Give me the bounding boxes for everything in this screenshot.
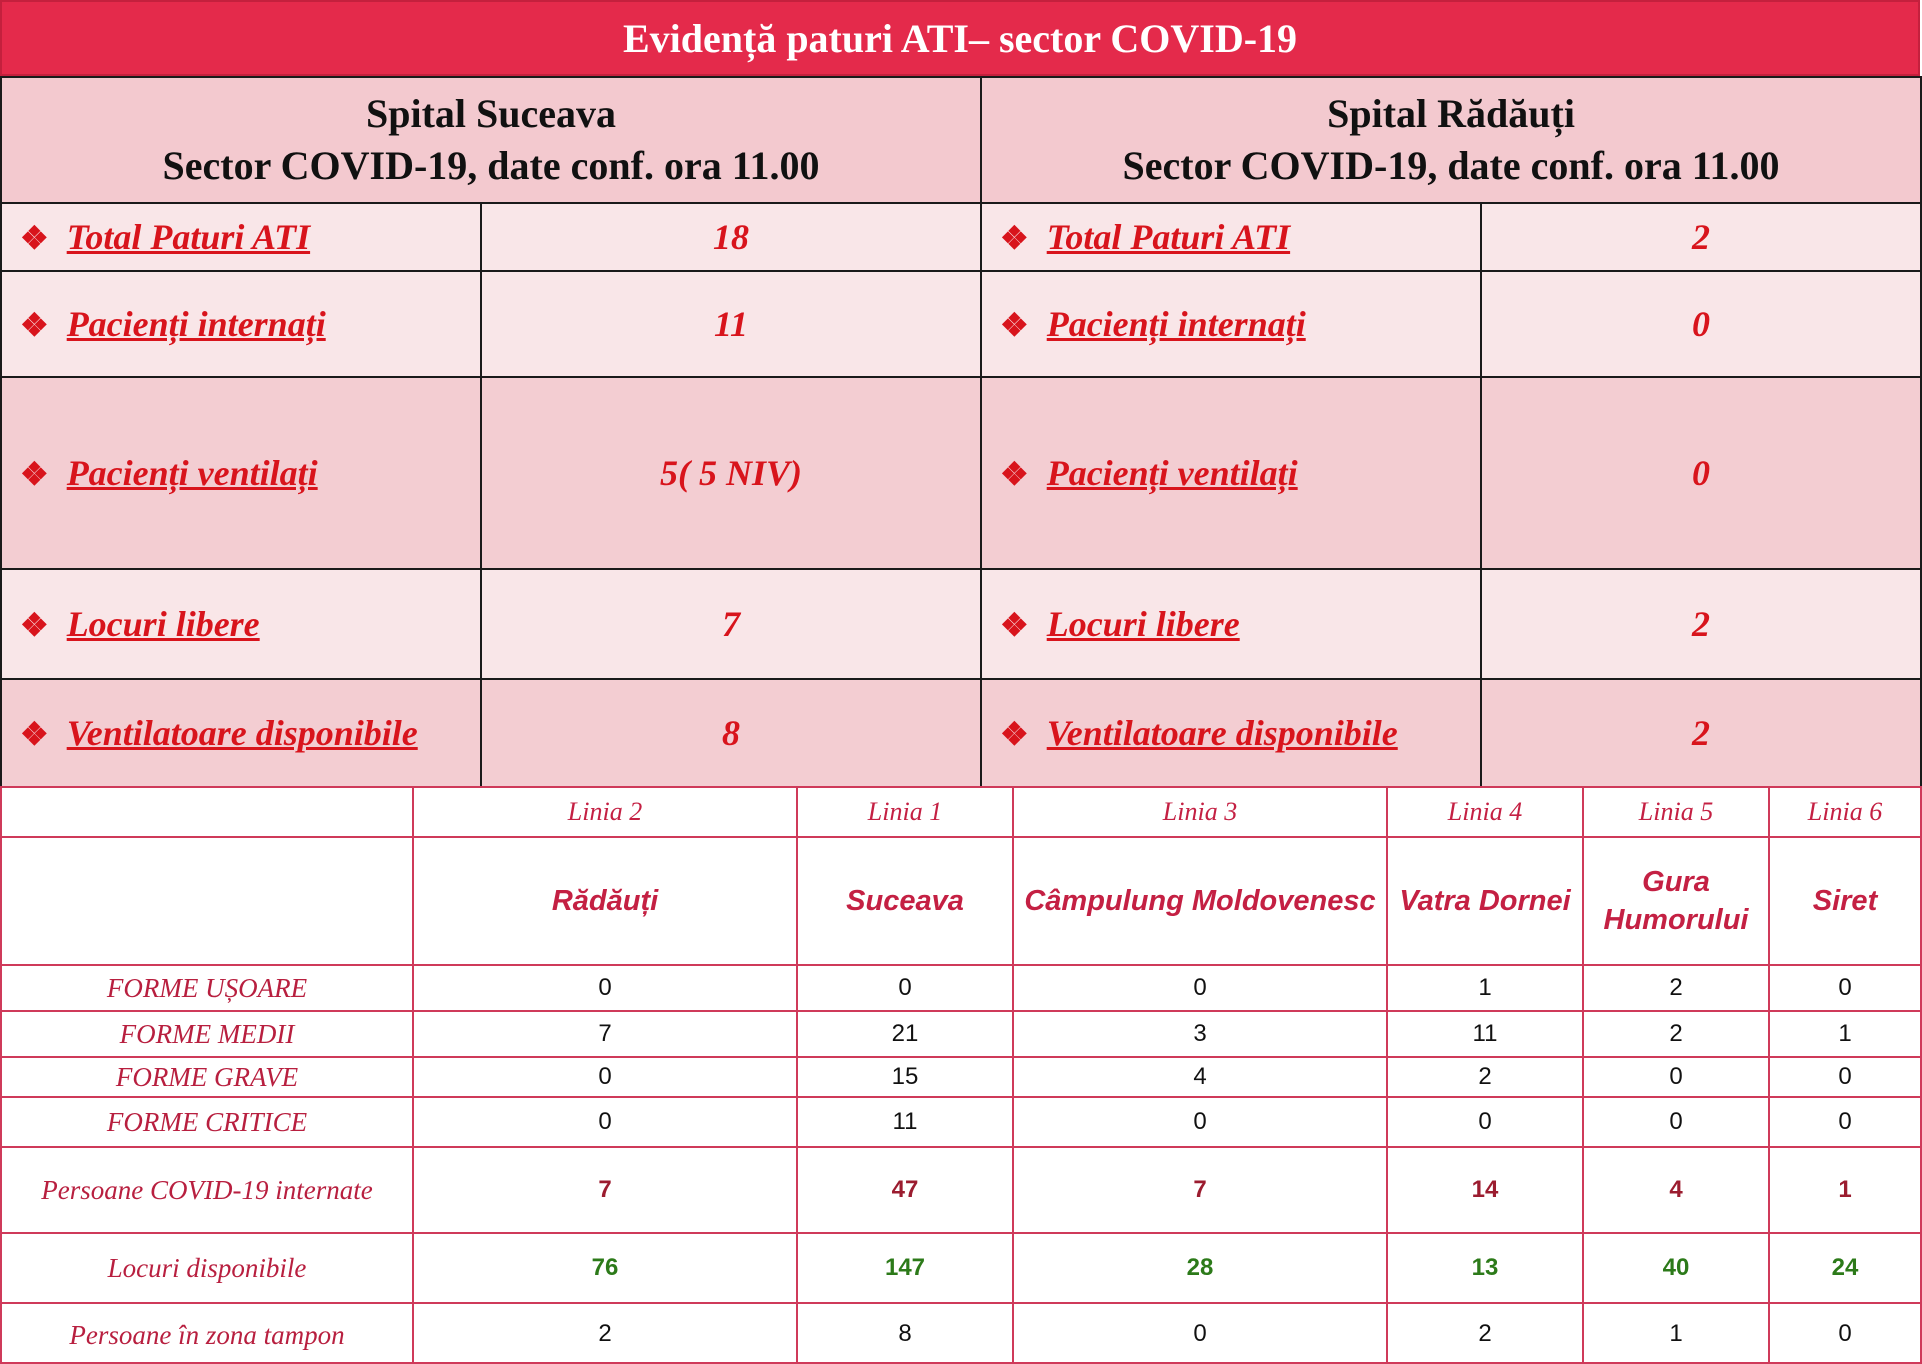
cell-value: 0 <box>1387 1097 1583 1147</box>
line-header: Linia 6 <box>1769 787 1921 837</box>
diamond-bullet-icon: ❖ <box>20 716 49 752</box>
page-title: Evidență paturi ATI– sector COVID-19 <box>622 15 1298 61</box>
diamond-bullet-icon: ❖ <box>20 607 49 643</box>
table-row <box>1 203 1921 271</box>
table-row <box>1 1303 1921 1363</box>
cell-value: 2 <box>1387 1057 1583 1097</box>
row-label: ❖ Pacienți ventilați <box>981 377 1481 569</box>
row-label: FORME CRITICE <box>1 1097 413 1147</box>
cell-value: 0 <box>413 1097 797 1147</box>
table-row <box>1 377 1921 569</box>
row-value: 7 <box>481 569 981 679</box>
row-value: 2 <box>1481 679 1921 787</box>
diamond-bullet-icon: ❖ <box>20 220 49 256</box>
cell-value: 4 <box>1583 1147 1769 1233</box>
row-label: ❖ Ventilatoare disponibile <box>1 679 481 787</box>
cell-value: 1 <box>1583 1303 1769 1363</box>
empty-cell <box>1 837 413 965</box>
hospital-name: Spital Suceava <box>365 91 617 136</box>
table-row <box>1 569 1921 679</box>
table-row <box>1 271 1921 377</box>
hospital-header-suceava <box>1 77 981 203</box>
cell-value: 40 <box>1583 1233 1769 1303</box>
diamond-bullet-icon: ❖ <box>1000 220 1029 256</box>
cell-value: 13 <box>1387 1233 1583 1303</box>
table-row <box>1 1011 1921 1057</box>
row-label: ❖ Pacienți internați <box>981 271 1481 377</box>
cell-value: 0 <box>797 965 1013 1011</box>
cell-value: 1 <box>1387 965 1583 1011</box>
row-value: 2 <box>1481 203 1921 271</box>
cell-value: 0 <box>1583 1097 1769 1147</box>
line-header: Linia 1 <box>797 787 1013 837</box>
town-name: Câmpulung Moldovenesc <box>1013 837 1387 965</box>
row-value: 8 <box>481 679 981 787</box>
line-header: Linia 4 <box>1387 787 1583 837</box>
row-label: Persoane COVID-19 internate <box>1 1147 413 1233</box>
cell-value: 147 <box>797 1233 1013 1303</box>
cell-value: 1 <box>1769 1147 1921 1233</box>
table-row <box>1 965 1921 1011</box>
row-label: FORME GRAVE <box>1 1057 413 1097</box>
cell-value: 11 <box>1387 1011 1583 1057</box>
diamond-bullet-icon: ❖ <box>1000 456 1029 492</box>
cell-value: 2 <box>413 1303 797 1363</box>
cell-value: 8 <box>797 1303 1013 1363</box>
cell-value: 0 <box>1013 1097 1387 1147</box>
row-value: 11 <box>481 271 981 377</box>
cell-value: 0 <box>1769 1303 1921 1363</box>
row-label: FORME UȘOARE <box>1 965 413 1011</box>
town-name: Vatra Dornei <box>1387 837 1583 965</box>
cell-value: 4 <box>1013 1057 1387 1097</box>
cell-value: 0 <box>1013 1303 1387 1363</box>
line-header: Linia 2 <box>413 787 797 837</box>
cell-value: 0 <box>413 1057 797 1097</box>
row-label: ❖ Total Paturi ATI <box>981 203 1481 271</box>
cell-value: 3 <box>1013 1011 1387 1057</box>
cell-value: 15 <box>797 1057 1013 1097</box>
diamond-bullet-icon: ❖ <box>1000 307 1029 343</box>
empty-cell <box>1 787 413 837</box>
table-row <box>1 1233 1921 1303</box>
table-row <box>1 1097 1921 1147</box>
cell-value: 2 <box>1583 965 1769 1011</box>
hospital-beds-table <box>0 76 1922 788</box>
row-value: 2 <box>1481 569 1921 679</box>
hospital-name: Spital Rădăuți <box>1327 91 1575 136</box>
cell-value: 2 <box>1387 1303 1583 1363</box>
table-row <box>1 1057 1921 1097</box>
cell-value: 7 <box>413 1011 797 1057</box>
row-label: ❖ Ventilatoare disponibile <box>981 679 1481 787</box>
table-row <box>1 1147 1921 1233</box>
hospital-subtitle: Sector COVID-19, date conf. ora 11.00 <box>1122 143 1780 188</box>
cell-value: 21 <box>797 1011 1013 1057</box>
town-name: Gura Humorului <box>1583 837 1769 965</box>
cell-value: 0 <box>1769 1097 1921 1147</box>
cell-value: 0 <box>413 965 797 1011</box>
cell-value: 1 <box>1769 1011 1921 1057</box>
cell-value: 47 <box>797 1147 1013 1233</box>
cell-value: 0 <box>1013 965 1387 1011</box>
diamond-bullet-icon: ❖ <box>1000 607 1029 643</box>
cell-value: 14 <box>1387 1147 1583 1233</box>
table-row <box>1 679 1921 787</box>
row-label: FORME MEDII <box>1 1011 413 1057</box>
row-value: 0 <box>1481 377 1921 569</box>
line-header: Linia 5 <box>1583 787 1769 837</box>
hospital-header-radauti <box>981 77 1921 203</box>
cell-value: 11 <box>797 1097 1013 1147</box>
diamond-bullet-icon: ❖ <box>20 307 49 343</box>
row-label: ❖ Locuri libere <box>1 569 481 679</box>
cell-value: 2 <box>1583 1011 1769 1057</box>
hospital-header-row <box>1 77 1921 203</box>
towns-row <box>1 837 1921 965</box>
row-value: 5( 5 NIV) <box>481 377 981 569</box>
town-name: Suceava <box>797 837 1013 965</box>
row-label: ❖ Locuri libere <box>981 569 1481 679</box>
row-label: ❖ Pacienți ventilați <box>1 377 481 569</box>
row-value: 0 <box>1481 271 1921 377</box>
cell-value: 28 <box>1013 1233 1387 1303</box>
town-name: Siret <box>1769 837 1921 965</box>
lines-header-row <box>1 787 1921 837</box>
cell-value: 0 <box>1769 1057 1921 1097</box>
row-label: ❖ Total Paturi ATI <box>1 203 481 271</box>
line-header: Linia 3 <box>1013 787 1387 837</box>
row-value: 18 <box>481 203 981 271</box>
cell-value: 7 <box>413 1147 797 1233</box>
lines-table <box>0 786 1922 1364</box>
hospital-subtitle: Sector COVID-19, date conf. ora 11.00 <box>162 143 820 188</box>
row-label: ❖ Pacienți internați <box>1 271 481 377</box>
cell-value: 76 <box>413 1233 797 1303</box>
row-label: Locuri disponibile <box>1 1233 413 1303</box>
cell-value: 0 <box>1583 1057 1769 1097</box>
page-title-bar <box>0 0 1920 76</box>
diamond-bullet-icon: ❖ <box>1000 716 1029 752</box>
town-name: Rădăuți <box>413 837 797 965</box>
diamond-bullet-icon: ❖ <box>20 456 49 492</box>
row-label: Persoane în zona tampon <box>1 1303 413 1363</box>
cell-value: 7 <box>1013 1147 1387 1233</box>
cell-value: 24 <box>1769 1233 1921 1303</box>
cell-value: 0 <box>1769 965 1921 1011</box>
